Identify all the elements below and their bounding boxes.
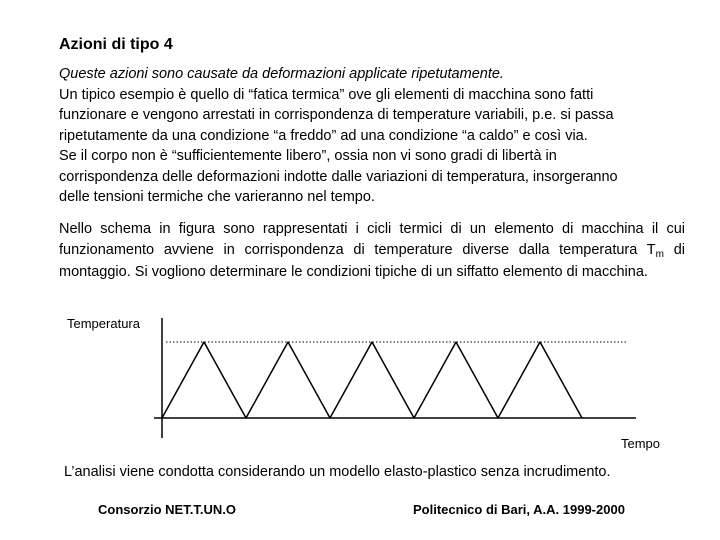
chart-data-point (246, 418, 247, 419)
intro-line-2: Un tipico esempio è quello di “fatica termica” ove gli elementi di macchina sono fatti (59, 86, 594, 103)
chart-series-segment (162, 342, 204, 418)
chart-data-point (540, 342, 541, 343)
intro-paragraph (59, 85, 685, 208)
tm-subscript: m (655, 248, 664, 260)
chart-data-point (288, 342, 289, 343)
chart-data-point (456, 342, 457, 343)
scheme-text-end: di montaggio. Si vogliono determinare le condizioni tipiche di un siffatto elemento di macchina. (59, 241, 685, 280)
chart-data-point (498, 418, 499, 419)
chart-series-segment (540, 342, 582, 418)
chart-data-point (414, 418, 415, 419)
footer-right-text: Politecnico di Bari, A.A. 1999-2000 (413, 502, 625, 517)
scheme-paragraph (59, 219, 685, 283)
chart-series-segment (456, 342, 498, 418)
chart-series-segment (246, 342, 288, 418)
intro-line-6: corrispondenza delle deformazioni indotte dalle variazioni di temperatura, insorgeranno (59, 168, 618, 185)
scheme-text-start: Nello schema in figura sono rappresentati i cicli termici di un elemento di macchina il cui funzionamento avviene in corrispondenza di temperature diverse dalla temperatura T (59, 221, 685, 258)
footer-left-text: Consorzio NET.T.UN.O (98, 502, 236, 517)
intro-line-1: Queste azioni sono causate da deformazioni applicate ripetutamente. (59, 66, 504, 82)
chart-data-point (582, 418, 583, 419)
intro-line-4: ripetutamente da una condizione “a freddo” ad una condizione “a caldo” e così via. (59, 127, 588, 144)
conclusion-text: L’analisi viene condotta considerando un modello elasto-plastico senza incrudimento. (64, 464, 611, 480)
chart-data-point (162, 418, 163, 419)
chart-series-segment (498, 342, 540, 418)
intro-line-5: Se il corpo non è “sufficientemente libero”, ossia non vi sono gradi di libertà in (59, 148, 557, 164)
chart-series-segment (414, 342, 456, 418)
intro-line-7: delle tensioni termiche che varieranno nel tempo. (59, 189, 375, 205)
chart-series-segment (288, 342, 330, 418)
chart-plot-area (154, 318, 636, 438)
chart-x-axis-label: Tempo (621, 436, 661, 451)
chart-series-segment (372, 342, 414, 418)
chart-series-segment (330, 342, 372, 418)
intro-line-3: funzionare e vengono arrestati in corrispondenza di temperature variabili, p.e. si passa (59, 107, 614, 123)
chart-data-point (204, 342, 205, 343)
chart-series-segment (204, 342, 246, 418)
chart-data-point (330, 418, 331, 419)
page-title: Azioni di tipo 4 (59, 36, 173, 53)
chart-y-axis-label: Temperatura (67, 316, 140, 331)
intro-paragraph-italic (59, 64, 685, 85)
chart-data-point (372, 342, 373, 343)
